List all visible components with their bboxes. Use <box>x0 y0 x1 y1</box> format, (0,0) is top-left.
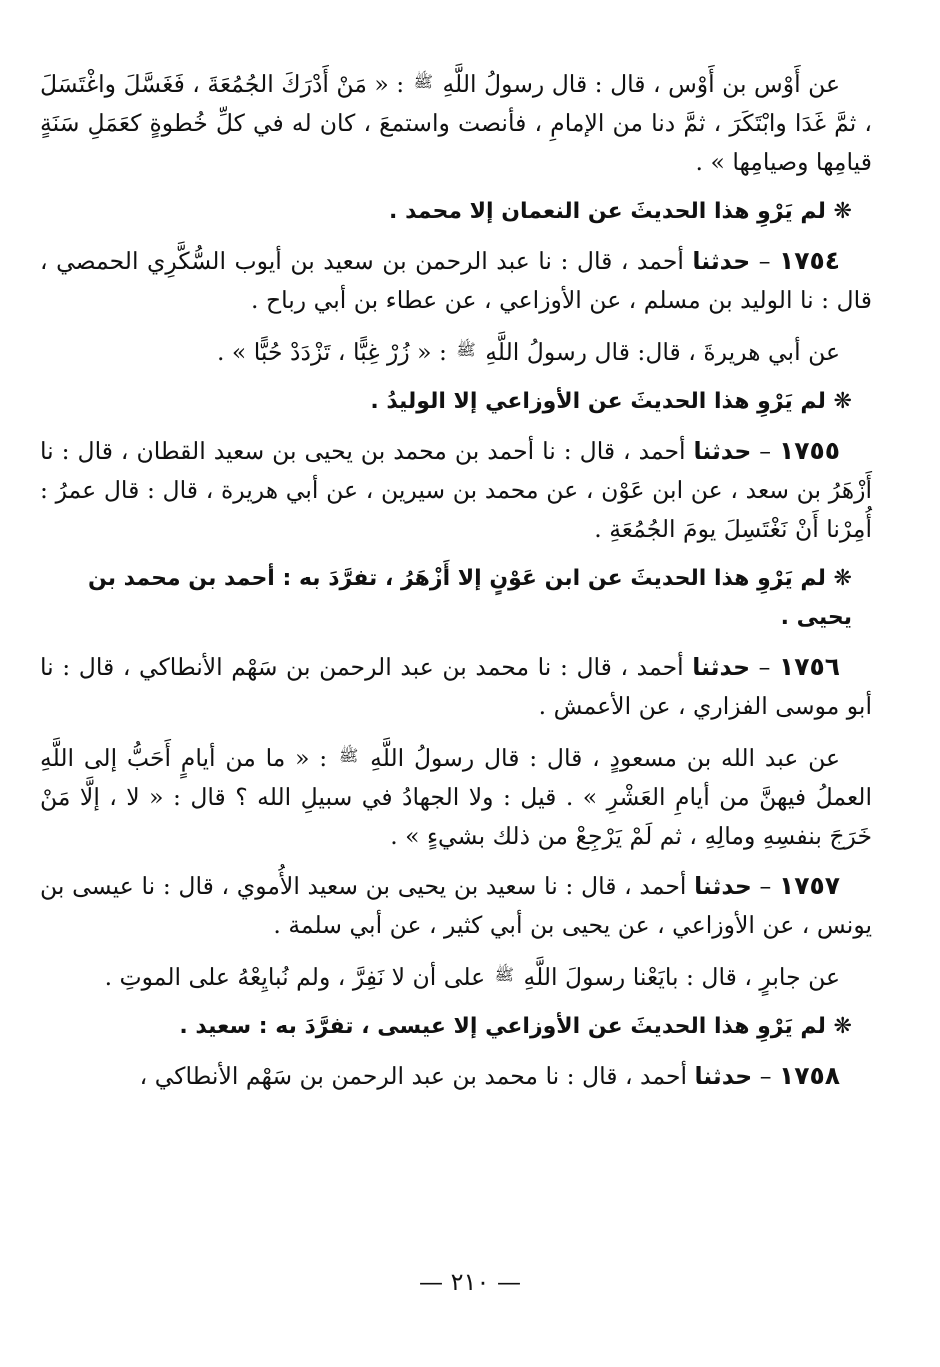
text-run: – <box>750 247 779 275</box>
salutation-glyph: ﷺ <box>456 340 476 359</box>
hadith-number: ١٧٥٨ <box>778 1061 840 1090</box>
narration-lead: حدثنا <box>692 247 751 275</box>
text-paragraph <box>40 330 872 372</box>
text-run: ❋ لم يَرْوِ هذا الحديثَ عن الأوزاعي إلا الوليدُ . <box>370 389 852 414</box>
page-body <box>40 62 872 1292</box>
text-paragraph <box>40 1056 872 1096</box>
text-paragraph <box>40 431 872 549</box>
text-paragraph <box>40 241 872 320</box>
footnote-remark <box>40 1007 872 1046</box>
text-paragraph <box>40 955 872 997</box>
text-run: ❋ لم يَرْوِ هذا الحديثَ عن النعمان إلا محمد . <box>389 199 852 224</box>
narration-lead: حدثنا <box>692 653 751 681</box>
text-run: – <box>751 872 779 900</box>
hadith-number: ١٧٥٤ <box>778 246 840 275</box>
text-run: أحمد ، قال : نا عبد الرحمن بن سعيد بن أيوب السُّكَّرِي الحمصي ، قال : نا الوليد بن مسلم ، عن الأوزاعي ، عن عطاء بن أبي رباح . <box>40 247 872 314</box>
narration-lead: حدثنا <box>694 1062 753 1090</box>
text-run: : « مَنْ أَدْرَكَ الجُمُعَةَ ، فَغَسَّلَ واغْتَسَلَ ، ثمَّ غَدَا وابْتَكَرَ ، ثمَّ دنا من الإمامِ ، فأنصت واستمعَ ، كان له في كلِّ خُطوةٍ كعَمَلِ سَنَةٍ قيامِها وصيامِها » . <box>40 70 872 176</box>
text-run: – <box>752 1062 779 1090</box>
salutation-glyph: ﷺ <box>413 72 433 91</box>
text-run: : « ما من أيامٍ أَحَبُّ إلى اللَّهِ العملُ فيهنَّ من أيامِ العَشْرِ » . قيل : ولا الجهادُ في سبيلِ الله ؟ قال : « لا ، إلَّا مَنْ خَرَجَ بنفسِهِ ومالِهِ ، ثم لَمْ يَرْجِعْ من ذلك بشيءٍ » . <box>40 744 872 850</box>
page-number: — ٢١٠ — <box>419 1268 521 1296</box>
text-run: أحمد ، قال : نا محمد بن عبد الرحمن بن سَهْم الأنطاكي ، قال : نا أبو موسى الفزاري ، عن الأعمش . <box>40 653 872 720</box>
text-paragraph <box>40 736 872 856</box>
text-run: عن عبد الله بن مسعودٍ ، قال : قال رسولُ اللَّهِ <box>360 744 840 772</box>
footnote-remark <box>40 192 872 231</box>
narration-lead: حدثنا <box>693 437 752 465</box>
hadith-number: ١٧٥٥ <box>778 436 840 465</box>
text-run: عن أَوْس بن أَوْس ، قال : قال رسولُ اللَّهِ <box>434 70 840 98</box>
text-run: ❋ لم يَرْوِ هذا الحديثَ عن الأوزاعي إلا عيسى ، تفرَّدَ به : سعيد . <box>179 1014 852 1039</box>
text-paragraph <box>40 62 872 182</box>
text-paragraph <box>40 866 872 945</box>
text-run: عن أبي هريرةَ ، قال: قال رسولُ اللَّهِ <box>477 338 840 366</box>
text-run: أحمد ، قال : نا أحمد بن محمد بن يحيى بن سعيد القطان ، قال : نا أَزْهَرُ بن سعد ، عن ابن عَوْن ، عن محمد بن سيرين ، عن أبي هريرة ، قال : قال عمرُ : أُمِرْنا أَنْ نَغْتَسِلَ يومَ الجُمُعَةِ . <box>40 437 872 543</box>
footnote-remark <box>40 559 872 637</box>
hadith-number: ١٧٥٧ <box>778 871 840 900</box>
text-paragraph <box>40 647 872 726</box>
text-run: أحمد ، قال : نا محمد بن عبد الرحمن بن سَهْم الأنطاكي ، <box>139 1062 695 1090</box>
salutation-glyph: ﷺ <box>339 746 359 765</box>
text-run: على أن لا نَفِرَّ ، ولم نُبايِعْهُ على الموتِ . <box>104 963 493 991</box>
text-run: – <box>751 437 779 465</box>
text-run: – <box>750 653 779 681</box>
text-run: أحمد ، قال : نا سعيد بن يحيى بن سعيد الأُموي ، قال : نا عيسى بن يونس ، عن الأوزاعي ، عن يحيى بن أبي كثير ، عن أبي سلمة . <box>40 872 872 939</box>
footnote-remark <box>40 382 872 421</box>
narration-lead: حدثنا <box>694 872 752 900</box>
text-run: ❋ لم يَرْوِ هذا الحديثَ عن ابن عَوْنٍ إلا أَزْهَرُ ، تفرَّدَ به : أحمد بن محمد بن يحيى . <box>87 566 852 630</box>
text-run: : « زُرْ غِبًّا ، تَزْدَدْ حُبًّا » . <box>216 338 455 366</box>
salutation-glyph: ﷺ <box>494 965 514 984</box>
text-run: عن جابرٍ ، قال : بايَعْنا رسولَ اللَّهِ <box>516 963 840 991</box>
hadith-number: ١٧٥٦ <box>778 652 840 681</box>
